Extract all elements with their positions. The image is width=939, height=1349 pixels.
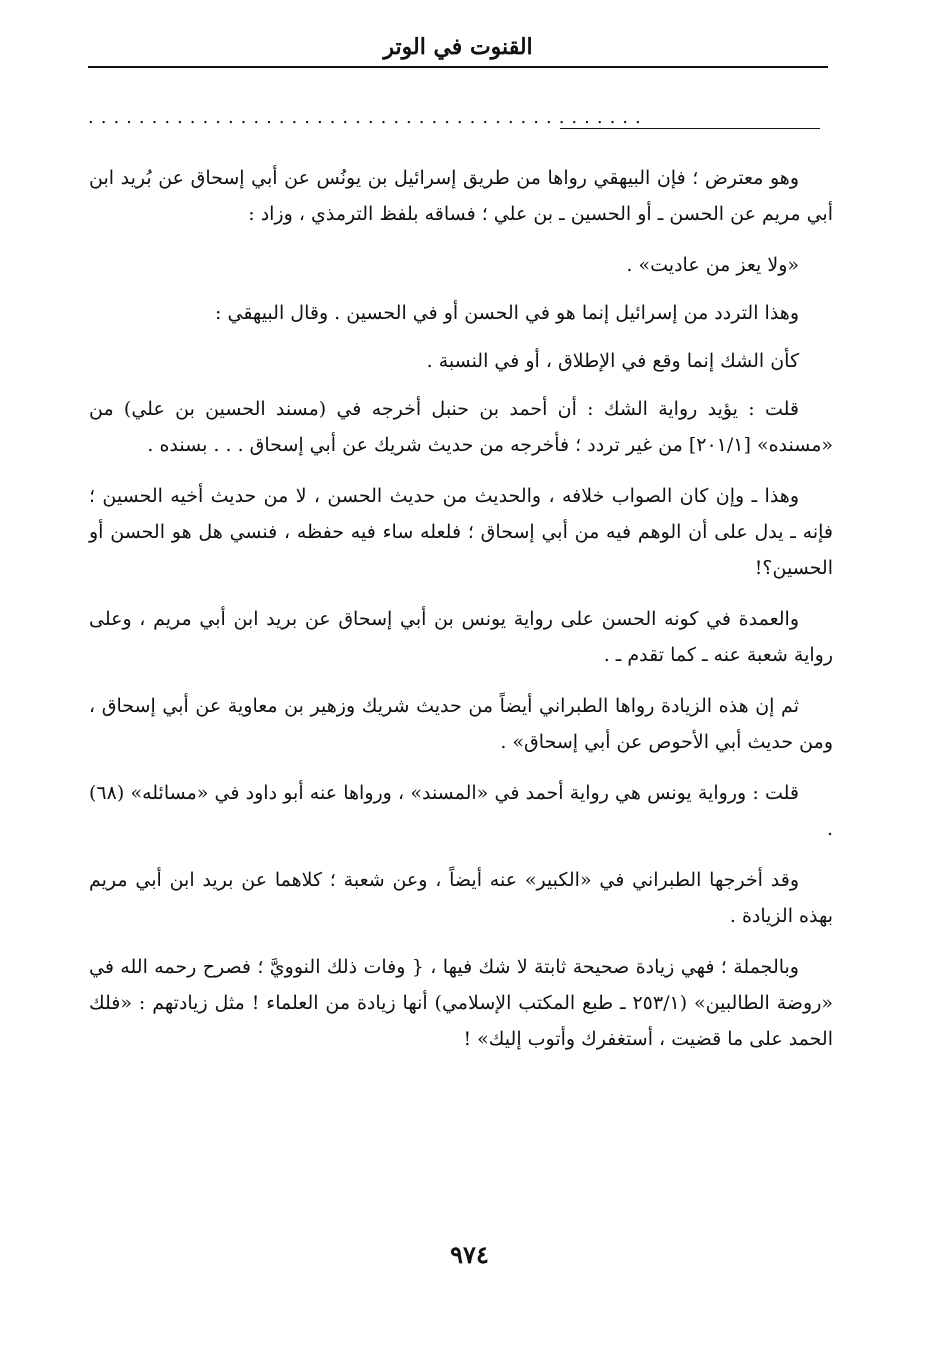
header-rule <box>88 66 828 68</box>
paragraph-7: والعمدة في كونه الحسن على رواية يونس بن أبي إسحاق عن بريد ابن أبي مريم ، وعلى رواية شعبة عنه ـ كما تقدم ـ . <box>89 608 833 666</box>
running-header-title: القنوت في الوتر <box>383 34 533 60</box>
dotted-separator: ............................................ <box>88 108 648 128</box>
paragraph-3: وهذا التردد من إسرائيل إنما هو في الحسن أو في الحسين . وقال البيهقي : <box>215 302 799 324</box>
separator-rule <box>560 128 820 129</box>
paragraph-9: قلت : ورواية يونس هي رواية أحمد في «المسند» ، ورواها عنه أبو داود في «مسائله» (٦٨) . <box>89 782 833 840</box>
page-number: ٩٧٤ <box>450 1240 489 1269</box>
paragraph-4: كأن الشك إنما وقع في الإطلاق ، أو في النسبة . <box>426 350 799 372</box>
paragraph-11: وبالجملة ؛ فهي زيادة صحيحة ثابتة لا شك فيها ، { وفات ذلك النوويَّ ؛ فصرح رحمه الله في «روضة الطالبين» (٢٥٣/١ ـ طبع المكتب الإسلامي) أنها زيادة من العلماء ! مثل زيادتهم : «فلك الحمد على ما قضيت ، أستغفرك وأتوب إليك» ! <box>89 956 833 1050</box>
body-text <box>89 160 833 1072</box>
paragraph-5: قلت : يؤيد رواية الشك : أن أحمد بن حنبل أخرجه في (مسند الحسين بن علي) من «مسنده» [٢٠١/١] من غير تردد ؛ فأخرجه من حديث شريك عن أبي إسحاق . . . بسنده . <box>89 398 833 456</box>
paragraph-8: ثم إن هذه الزيادة رواها الطبراني أيضاً من حديث شريك وزهير بن معاوية عن أبي إسحاق ، ومن حديث أبي الأحوص عن أبي إسحاق» . <box>89 695 833 753</box>
paragraph-10: وقد أخرجها الطبراني في «الكبير» عنه أيضاً ، وعن شعبة ؛ كلاهما عن بريد ابن أبي مريم بهذه الزيادة . <box>89 869 833 927</box>
paragraph-2: «ولا يعز من عاديت» . <box>626 254 799 276</box>
paragraph-1: وهو معترض ؛ فإن البيهقي رواها من طريق إسرائيل بن يونُس عن أبي إسحاق عن بُريد ابن أبي مريم عن الحسن ـ أو الحسين ـ بن علي ؛ فساقه بلفظ الترمذي ، وزاد : <box>89 167 833 225</box>
paragraph-6: وهذا ـ وإن كان الصواب خلافه ، والحديث من حديث الحسن ، لا من حديث أخيه الحسين ؛ فإنه ـ يدل على أن الوهم فيه من أبي إسحاق ؛ فلعله ساء فيه حفظه ، فنسي هل هو الحسن أو الحسين؟! <box>89 485 833 579</box>
